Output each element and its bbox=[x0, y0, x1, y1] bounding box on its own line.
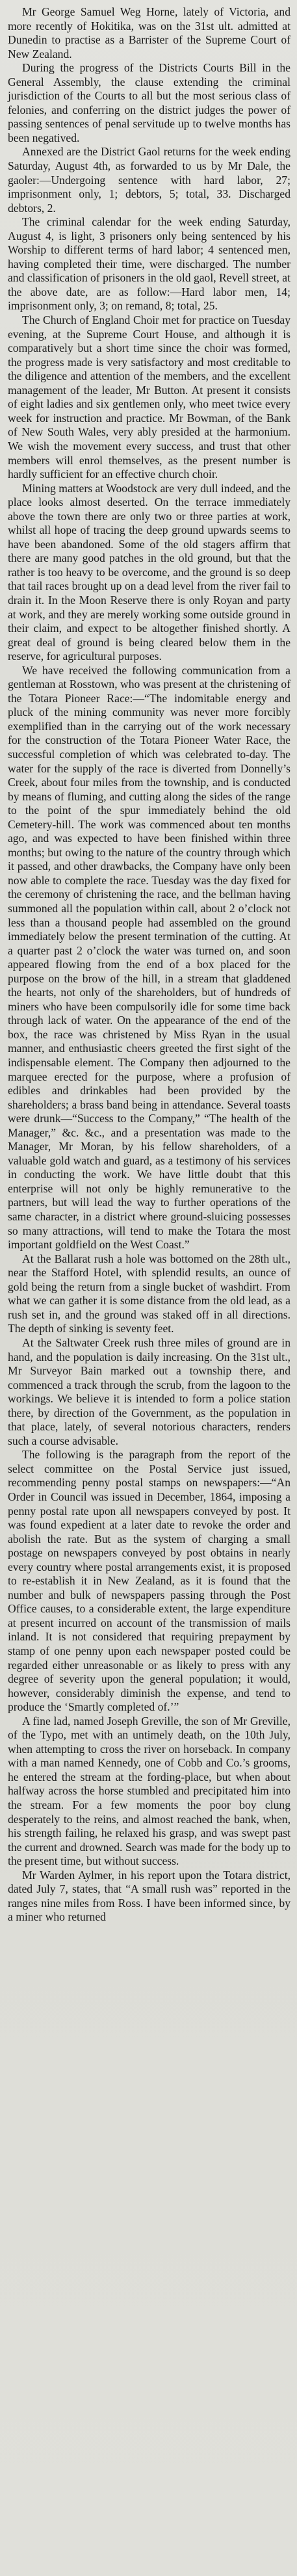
paragraph-church-choir: The Church of England Choir met for practice on Tuesday evening, at the Supreme Court House, and although it is comparatively but a short time since the choir was formed, the progress made is very satisfactory and most creditable to the diligence and attention of the members, and the excellent management of the leader, Mr Button. At present it consists of eight ladies and six gentlemen only, who meet twice every week for instruction and practice. Mr Bowman, of the Bank of New South Wales, very ably presided at the harmonium. We wish the movement every success, and trust that other members will enrol themselves, as the present number is hardly sufficient for an effective church choir. bbox=[8, 313, 291, 481]
article-column bbox=[8, 5, 291, 1925]
paragraph-greville-drowning: A fine lad, named Joseph Greville, the son of Mr Greville, of the Typo, met with an untimely death, on the 10th July, when attempting to cross the river on horseback. In company with a man named Kennedy, one of Cobb and Co.’s grooms, he entered the stream at the fording-place, but when about halfway across the horse stumbled and precipitated him into the stream. For a few moments the poor boy clung desperately to the reins, and almost reached the bank, when, his strength failing, he relaxed his grasp, and was swept past the current and drowned. Search was made for the body up to the present time, but without success. bbox=[8, 1714, 291, 1868]
paragraph-district-courts-bill: During the progress of the Districts Courts Bill in the General Assembly, the clause extending the criminal jurisdiction of the Courts to all but the most serious class of felonies, and conferring on the district judges the power of passing sentences of penal servitude up to twelve months has been negatived. bbox=[8, 61, 291, 144]
paragraph-woodstock-mining: Mining matters at Woodstock are very dull indeed, and the place looks almost deserted. On the terrace immediately above the town there are only two or three parties at work, whilst all hope of tracing the deep ground upwards seems to have been abandoned. Some of the old stagers affirm that there are many good patches in the old ground, but that the rather is too heavy to be overcome, and the ground is so deep that tail races brought up on a dead level from the river fail to drain it. In the Moon Reserve there is only Royan and party at work, and they are merely working some outside ground in their claim, and expect to be altogether finished shortly. A great deal of ground is being cleared below them in the reserve, for agricultural purposes. bbox=[8, 481, 291, 663]
paragraph-gaol-returns: Annexed are the District Gaol returns for the week ending Saturday, August 4th, as forwarded to us by Mr Dale, the gaoler:—Undergoing sentence with hard labor, 27; imprisonment only, 1; debtors, 5; total, 33. Discharged debtors, 2. bbox=[8, 145, 291, 215]
paragraph-horne-admission: Mr George Samuel Weg Horne, lately of Victoria, and more recently of Hokitika, was on the 31st ult. admitted at Dunedin to practise as a Barrister of the Supreme Court of New Zealand. bbox=[8, 5, 291, 60]
paragraph-postal-service: The following is the paragraph from the report of the select committee on the Postal Service just issued, recommending penny postal stamps on newspapers:—“An Order in Council was issued in December, 1864, imposing a penny postal rate upon all newspapers conveyed by post. It was found expedient at a later date to revoke the order and abolish the rate. But as the system of charging a small postage on newspapers conveyed by post obtains in nearly every country where postal arrangements exist, it is proposed to re-establish it in New Zealand, as it is found that the number and bulk of newspapers passing through the Post Office causes, to a considerable extent, the large expenditure at present incurred on account of the transmission of mails inland. It is not considered that requiring prepayment by stamp of one penny upon each newspaper posted could be regarded either unreasonable or as likely to press with any degree of severity upon the general population; it would, however, considerably diminish the expense, and tend to produce the ‘Smartly completed of.’” bbox=[8, 1448, 291, 1714]
paragraph-criminal-calendar: The criminal calendar for the week ending Saturday, August 4, is light, 3 prisoners only being sentenced by his Worship to different terms of hard labor; 4 sentenced men, having completed their time, were discharged. The number and classification of prisoners in the old gaol, Revell street, at the above date, are as follow:—Hard labor men, 14; imprisonment only, 3; on remand, 8; total, 25. bbox=[8, 215, 291, 313]
paragraph-ballarat-rush: At the Ballarat rush a hole was bottomed on the 28th ult., near the Stafford Hotel, with splendid results, an ounce of gold being the return from a single bucket of washdirt. From what we can gather it is some distance from the old lead, as a rush set in, and the ground was staked off in all directions. The depth of sinking is seventy feet. bbox=[8, 1252, 291, 1335]
paragraph-warden-report: Mr Warden Aylmer, in his report upon the Totara district, dated July 7, states, that “A small rush was” reported in the ranges nine miles from Ross. I have been informed since, by a miner who returned bbox=[8, 1868, 291, 1924]
paragraph-totara-water-race: We have received the following communication from a gentleman at Rosstown, who was present at the christening of the Totara Pioneer Race:—“The indomitable energy and pluck of the mining community was never more forcibly exemplified than in the carrying out of the work necessary for the construction of the Totara Pioneer Water Race, the successful completion of which was celebrated to-day. The water for the supply of the race is diverted from Donnelly’s Creek, about four miles from the township, and is conducted by means of fluming, and cutting along the sides of the range to the point of the spur immediately behind the old Cemetery-hill. The work was commenced about ten months ago, and was expected to have been finished within three months; but owing to the nature of the country through which it passed, and other drawbacks, the Company have only been now able to complete the race. Tuesday was the day fixed for the ceremony of christening the race, and the bellman having summoned all the population within call, about 2 o’clock not less than a thousand people had assembled on the ground immediately below the present termination of the cutting. At a quarter past 2 o’clock the water was turned on, and soon appeared flowing from the end of a box placed for the purpose on the brow of the hill, in a stream that gladdened the hearts, not only of the shareholders, but of hundreds of miners who have been compulsorily idle for some time back through lack of water. On the appearance of the end of the box, the race was christened by Miss Ryan in the usual manner, and enthusiastic cheers greeted the first sight of the indispensable element. The Company then adjourned to the marquee erected for the purpose, where a profusion of edibles and drinkables had been provided by the shareholders; a brass band being in attendance. Several toasts were drunk—“Success to the Company,” “The health of the Manager,” &c. &c., and a presentation was made to the Manager, Mr Moran, by his fellow shareholders, of a valuable gold watch and guard, as a testimony of his services in conducting the work. We have little doubt that this enterprise will not only be highly remunerative to the partners, but will lead the way to further operations of the same character, in a district where ground-sluicing possesses so many attractions, will tend to make the Totara the most important goldfield on the West Coast.” bbox=[8, 663, 291, 1252]
paragraph-saltwater-creek: At the Saltwater Creek rush three miles of ground are in hand, and the population is daily increasing. On the 31st ult., Mr Surveyor Bain marked out a township there, and commenced a track through the scrub, from the lagoon to the workings. We believe it is intended to form a police station there, by direction of the Government, as the population in that place, lately, of several notorious characters, renders such a course advisable. bbox=[8, 1335, 291, 1447]
